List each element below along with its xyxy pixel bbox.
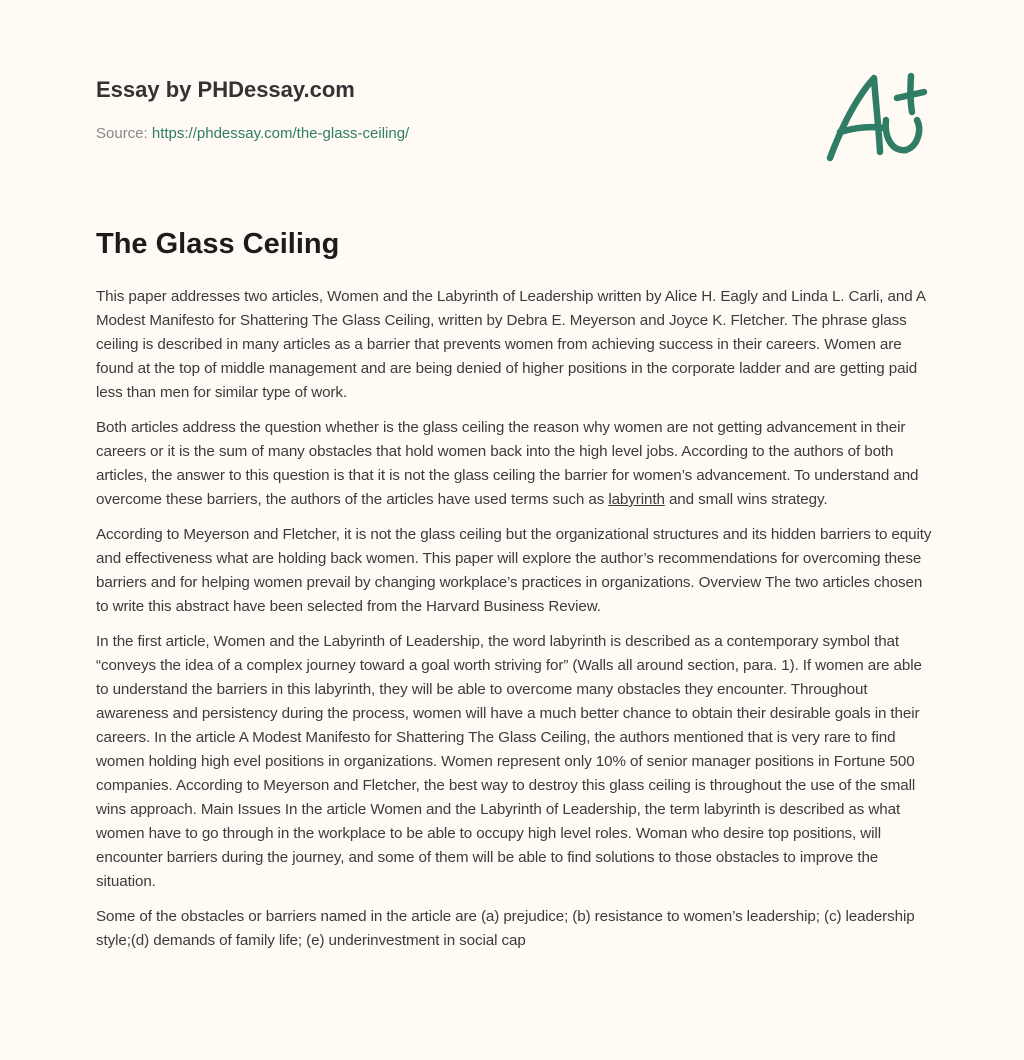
- paragraph-text: Both articles address the question whether is the glass ceiling the reason why women are not getting advancement in their careers or it is the sum of many obstacles that hold women back into the high level jobs. According to the authors of both articles, the answer to this question is that it is not the glass ceiling the barrier for women’s advancement. To understand and overcome these barriers, the authors of the articles have used terms such as: [96, 419, 919, 508]
- essay-body: [96, 285, 932, 964]
- essay-header: [96, 74, 796, 144]
- paragraph: This paper addresses two articles, Women and the Labyrinth of Leadership written by Alice H. Eagly and Linda L. Carli, and A Modest Manifesto for Shattering The Glass Ceiling, written by Debra E. Meyerson and Joyce K. Fletcher. The phrase glass ceiling is described in many articles as a barrier that prevents women from achieving success in their careers. Women are found at the top of middle management and are being denied of higher positions in the corporate ladder and are getting paid less than men for similar type of work.: [96, 288, 926, 401]
- site-title: Essay by PHDessay.com: [96, 77, 355, 102]
- source-line: [96, 124, 796, 144]
- paragraph: Some of the obstacles or barriers named in the article are (a) prejudice; (b) resistance to women’s leadership; (c) leadership style;(d) demands of family life; (e) underinvestment in social cap: [96, 908, 915, 949]
- paragraph: According to Meyerson and Fletcher, it is not the glass ceiling but the organizational structures and its hidden barriers to equity and effectiveness what are holding back women. This paper will explore the author’s recommendations for overcoming these barriers and for helping women prevail by changing workplace’s practices in organizations. Overview The two articles chosen to write this abstract have been selected from the Harvard Business Review.: [96, 526, 932, 615]
- paragraph: [96, 416, 932, 512]
- page-title: The Glass Ceiling: [96, 228, 340, 260]
- paragraph-text: and small wins strategy.: [664, 491, 828, 508]
- source-label: Source:: [96, 125, 152, 142]
- paragraph: In the first article, Women and the Labyrinth of Leadership, the word labyrinth is described as a contemporary symbol that “conveys the idea of a complex journey toward a goal worth striving for” (Walls all around section, para. 1). If women are able to understand the barriers in this labyrinth, they will be able to overcome many obstacles they encounter. Throughout awareness and persistency during the process, women will have a much better chance to obtain their desirable goals in their careers. In the article A Modest Manifesto for Shattering The Glass Ceiling, the authors mentioned that is very rare to find women holding high evel positions in organizations. Women represent only 10% of senior manager positions in Fortune 500 companies. According to Meyerson and Fletcher, the best way to destroy this glass ceiling is throughout the use of the small wins approach. Main Issues In the article Women and the Labyrinth of Leadership, the term labyrinth is described as what women have to go through in the workplace to be able to occupy high level roles. Woman who desire top positions, will encounter barriers during the journey, and some of them will be able to find solutions to those obstacles to improve the situation.: [96, 633, 922, 890]
- source-link[interactable]: https://phdessay.com/the-glass-ceiling/: [151, 125, 410, 142]
- a-plus-grade-icon: [822, 66, 932, 166]
- labyrinth-link[interactable]: labyrinth: [608, 491, 665, 508]
